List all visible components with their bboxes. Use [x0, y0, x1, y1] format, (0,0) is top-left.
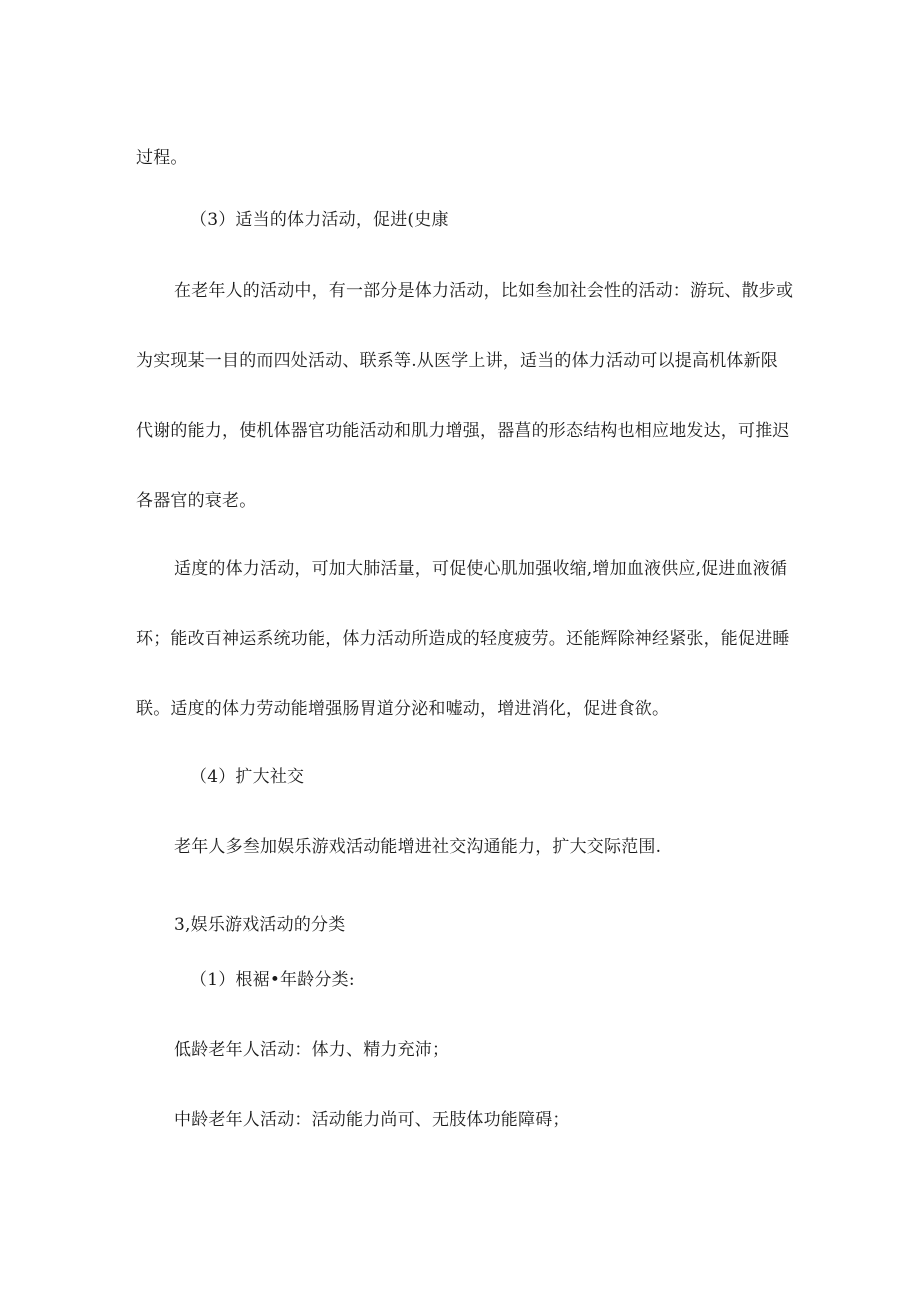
paragraph-line: 老年人多叁加娱乐游戏活动能增进社交沟通能力，扩大交际范围.	[174, 837, 662, 857]
paragraph-line: 各器官的衰老。	[136, 491, 257, 511]
subsection-heading: （1）根裾•年龄分类:	[190, 970, 355, 990]
paragraph-line: 为实现某一目的而四处活动、联系等.从医学上讲，适当的体力活动可以提高机体新限	[136, 351, 779, 371]
paragraph-line: 联。适度的体力劳动能增强肠胃道分泌和嘘动，增进消化，促进食欲。	[136, 699, 670, 719]
paragraph-line: 在老年人的活动中，有一部分是体力活动，比如叁加社会性的活动：游玩、散步或	[174, 281, 794, 301]
section-heading-3: （3）适当的体力活动，促进(史康	[190, 210, 449, 230]
paragraph-line: 环；能改百神运系统功能，体力活动所造成的轻度疲劳。还能辉除神经紧张，能促进睡	[136, 629, 790, 649]
paragraph-continuation: 过程。	[136, 148, 188, 168]
list-item: 低龄老年人活动：体力、精力充沛；	[174, 1040, 450, 1060]
section-heading-main: 3,娱乐游戏活动的分类	[174, 915, 346, 935]
section-heading-4: （4）扩大社交	[190, 767, 305, 787]
paragraph-line: 适度的体力活动，可加大肺活量，可促使心肌加强收缩,增加血液供应,促进血液循	[174, 559, 788, 579]
list-item: 中龄老年人活动：活动能力尚可、无肢体功能障碍；	[174, 1110, 570, 1130]
paragraph-line: 代谢的能力，使机体器官功能活动和肌力增强，器菖的形态结构也相应地发达，可推迟	[136, 421, 790, 441]
